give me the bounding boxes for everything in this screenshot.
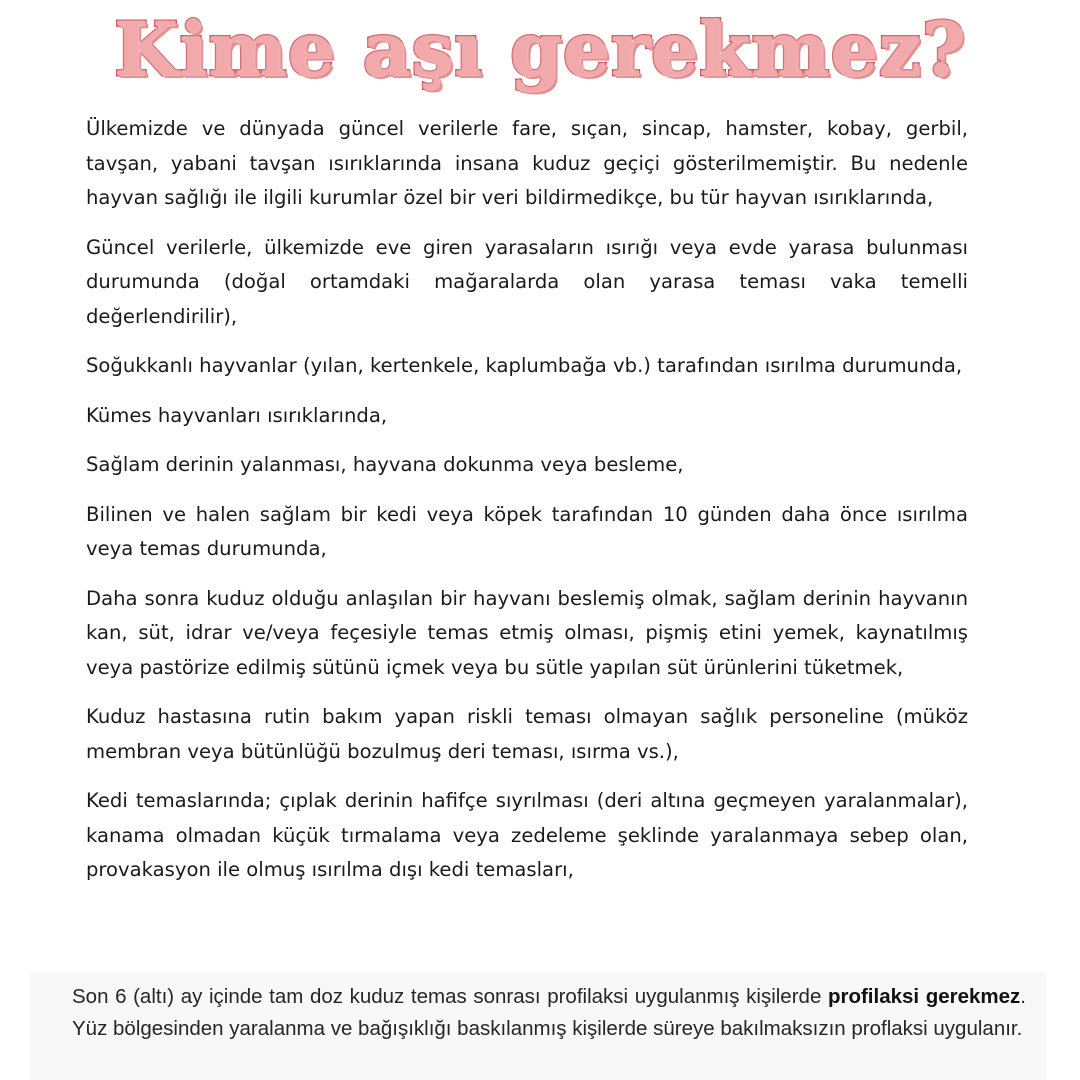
paragraph-rabid-animal-products: Daha sonra kuduz olduğu anlaşılan bir hayvanı beslemiş olmak, sağlam derinin hayvanın kan, süt, idrar ve/veya feçesiyle temas etmiş olması, pişmiş etini yemek, kaynatılmış veya pastörize edilmiş sütünü içmek veya bu sütle yapılan süt ürünlerini tüketmek, <box>86 586 968 679</box>
paragraph-healthy-pet: Bilinen ve halen sağlam bir kedi veya köpek tarafından 10 günden daha önce ısırılma veya temas durumunda, <box>86 502 968 560</box>
body-text <box>86 112 968 903</box>
prophylaxis-note <box>72 981 1026 1045</box>
paragraph-cold-blooded: Soğukkanlı hayvanlar (yılan, kertenkele, kaplumbağa vb.) tarafından ısırılma durumunda, <box>86 354 963 377</box>
paragraph-bats: Güncel verilerle, ülkemizde eve giren yarasaların ısırığı veya evde yarasa bulunması durumunda (doğal ortamdaki mağaralarda olan yarasa teması vaka temelli değerlendirilir), <box>86 235 968 328</box>
page-title: Kime aşı gerekmez? <box>114 7 966 93</box>
paragraph-cat-contact: Kedi temaslarında; çıplak derinin hafifçe sıyrılması (deri altına geçmeyen yaralanmalar), kanama olmadan küçük tırmalama veya zedeleme şeklinde yaralanmaya sebep olan, provakasyon ile olmuş ısırılma dışı kedi temasları, <box>86 789 968 881</box>
note-text-after: . Yüz bölgesinden yaralanma ve bağışıklığı baskılanmış kişilerde süreye bakılmaksızın proflaksi uygulanır. <box>72 985 1026 1040</box>
paragraph-intact-skin: Sağlam derinin yalanması, hayvana dokunma veya besleme, <box>86 453 684 476</box>
paragraph-rodents: Ülkemizde ve dünyada güncel verilerle fare, sıçan, sincap, hamster, kobay, gerbil, tavşan, yabani tavşan ısırıklarında insana kuduz geçiçi gösterilmemiştir. Bu nedenle hayvan sağlığı ile ilgili kurumlar özel bir veri bildirmedikçe, bu tür hayvan ısırıklarında, <box>86 117 968 209</box>
paragraph-healthcare-staff: Kuduz hastasına rutin bakım yapan riskli teması olmayan sağlık personeline (müköz membran veya bütünlüğü bozulmuş deri teması, ısırma vs.), <box>86 705 968 763</box>
paragraph-poultry: Kümes hayvanları ısırıklarında, <box>86 403 388 427</box>
note-emphasis: profilaksi gerekmez <box>827 985 1021 1008</box>
note-text-before: Son 6 (altı) ay içinde tam doz kuduz temas sonrası profilaksi uygulanmış kişilerde <box>72 985 828 1008</box>
